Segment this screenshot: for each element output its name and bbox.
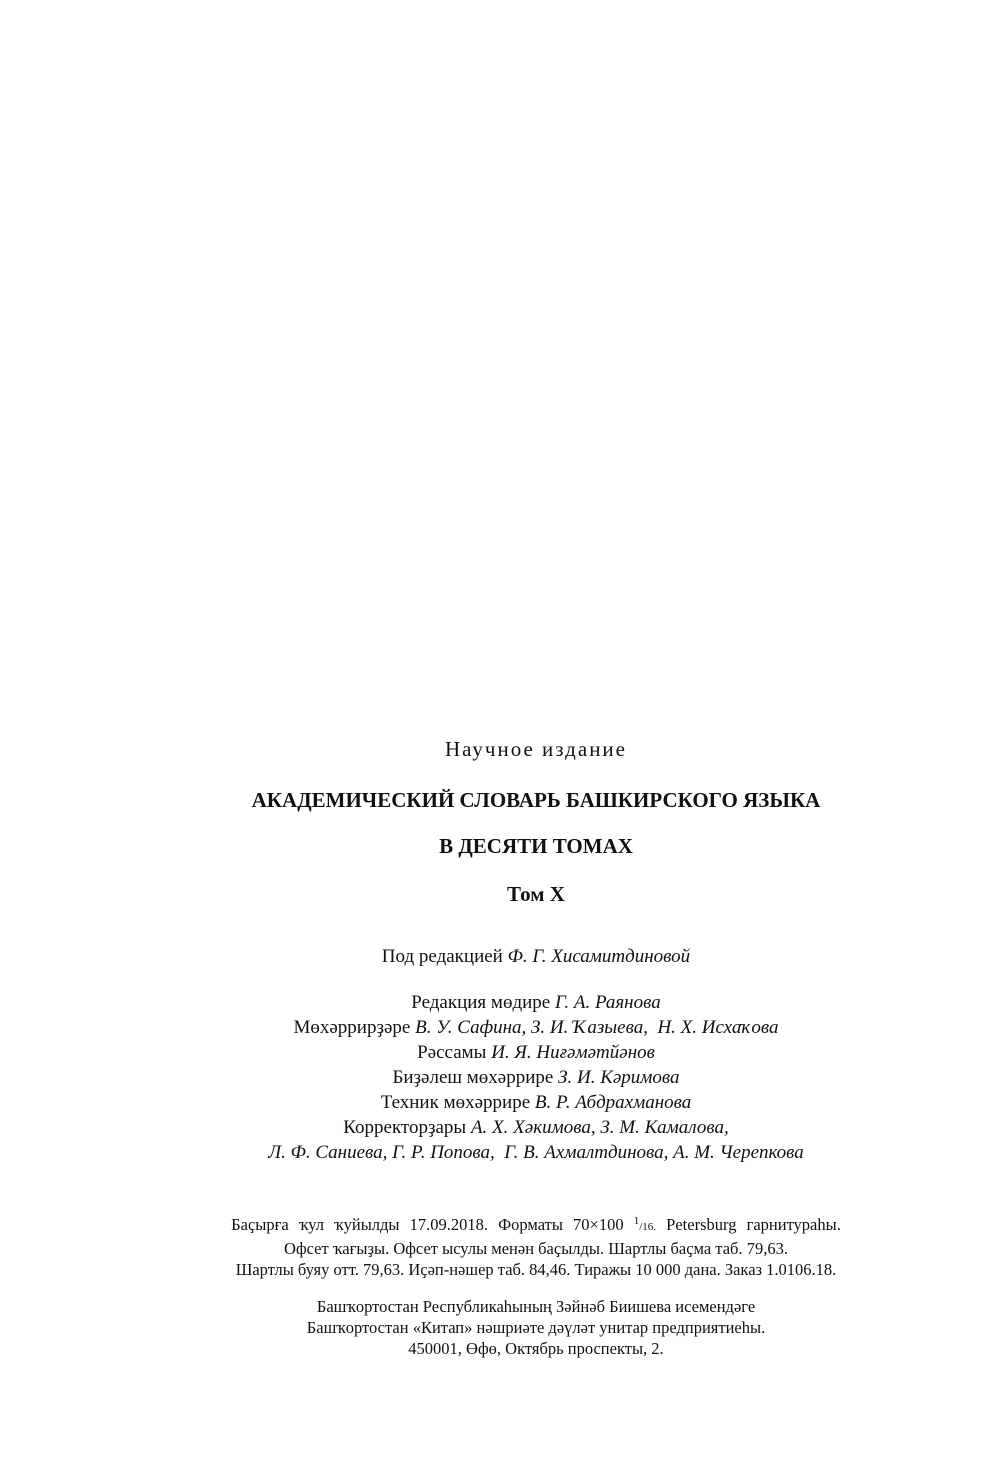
staff-names: А. Х. Хәкимова, З. М. Камалова,: [470, 1117, 729, 1138]
staff-names: Г. А. Раянова: [554, 992, 661, 1013]
format-fraction-denominator: /16.: [639, 1221, 657, 1233]
format-fraction-numerator: 1: [633, 1215, 640, 1227]
staff-row: [0, 1115, 1000, 1140]
book-subtitle: В ДЕСЯТИ ТОМАХ: [439, 834, 633, 858]
staff-role: Мөхәррирҙәре: [293, 1017, 411, 1038]
staff-names: З. И. Кәримова: [558, 1067, 680, 1088]
volume-number: Том X: [507, 882, 565, 906]
staff-row: [0, 1065, 1000, 1090]
publisher-address: 450001, Өфө, Октябрь проспекты, 2.: [408, 1339, 664, 1358]
staff-row: [0, 1140, 1000, 1165]
editor-credit: [0, 945, 1000, 969]
staff-row: [0, 990, 1000, 1015]
imprint-typeface: Petersburg гарнитураһы.: [666, 1215, 841, 1234]
staff-role: Рәссамы: [417, 1042, 487, 1063]
book-title: АКАДЕМИЧЕСКИЙ СЛОВАРЬ БАШКИРСКОГО ЯЗЫКА: [251, 788, 821, 812]
imprint-line: Шартлы буяу отт. 79,63. Иҫәп-нәшер таб. 84,46. Тиражы 10 000 дана. Заказ 1.0106.18.: [235, 1260, 837, 1279]
staff-role: Техник мөхәррире: [380, 1092, 531, 1113]
staff-row: [0, 1090, 1000, 1115]
publisher-line: Башҡортостан Республикаһының Зәйнәб Биишева исемендәге: [316, 1297, 756, 1316]
staff-credits: [0, 990, 1000, 1165]
staff-names: Л. Ф. Саниева, Г. Р. Попова, Г. В. Ахмалтдинова, А. М. Черепкова: [268, 1142, 804, 1163]
staff-row: [0, 1015, 1000, 1040]
staff-role: Биҙәлеш мөхәррире: [392, 1067, 554, 1088]
editor-name: Ф. Г. Хисамитдиновой: [507, 946, 691, 967]
imprint-line: [0, 1211, 1000, 1238]
imprint-signed-format: Баҫырға ҡул ҡуйылды 17.09.2018. Форматы 70×100: [231, 1215, 624, 1234]
staff-row: [0, 1040, 1000, 1065]
imprint-line: Офсет ҡағыҙы. Офсет ысулы менән баҫылды. Шартлы баҫма таб. 79,63.: [284, 1239, 788, 1258]
publisher-info: [0, 1296, 1000, 1359]
publisher-line: Башҡортостан «Китап» нәшриәте дәүләт унитар предприятиеһы.: [306, 1318, 766, 1337]
edition-type: Научное издание: [444, 737, 627, 761]
staff-names: И. Я. Ниғәмәтйәнов: [491, 1042, 655, 1063]
staff-names: В. У. Сафина, З. И. Ҡазыева, Н. Х. Исхаҡова: [415, 1017, 779, 1038]
staff-role: Редакция мөдире: [411, 992, 551, 1013]
staff-names: В. Р. Абдрахманова: [534, 1092, 692, 1113]
print-imprint: [0, 1211, 1000, 1280]
editor-label: Под редакцией: [381, 946, 503, 967]
staff-role: Корректорҙары: [343, 1117, 467, 1138]
